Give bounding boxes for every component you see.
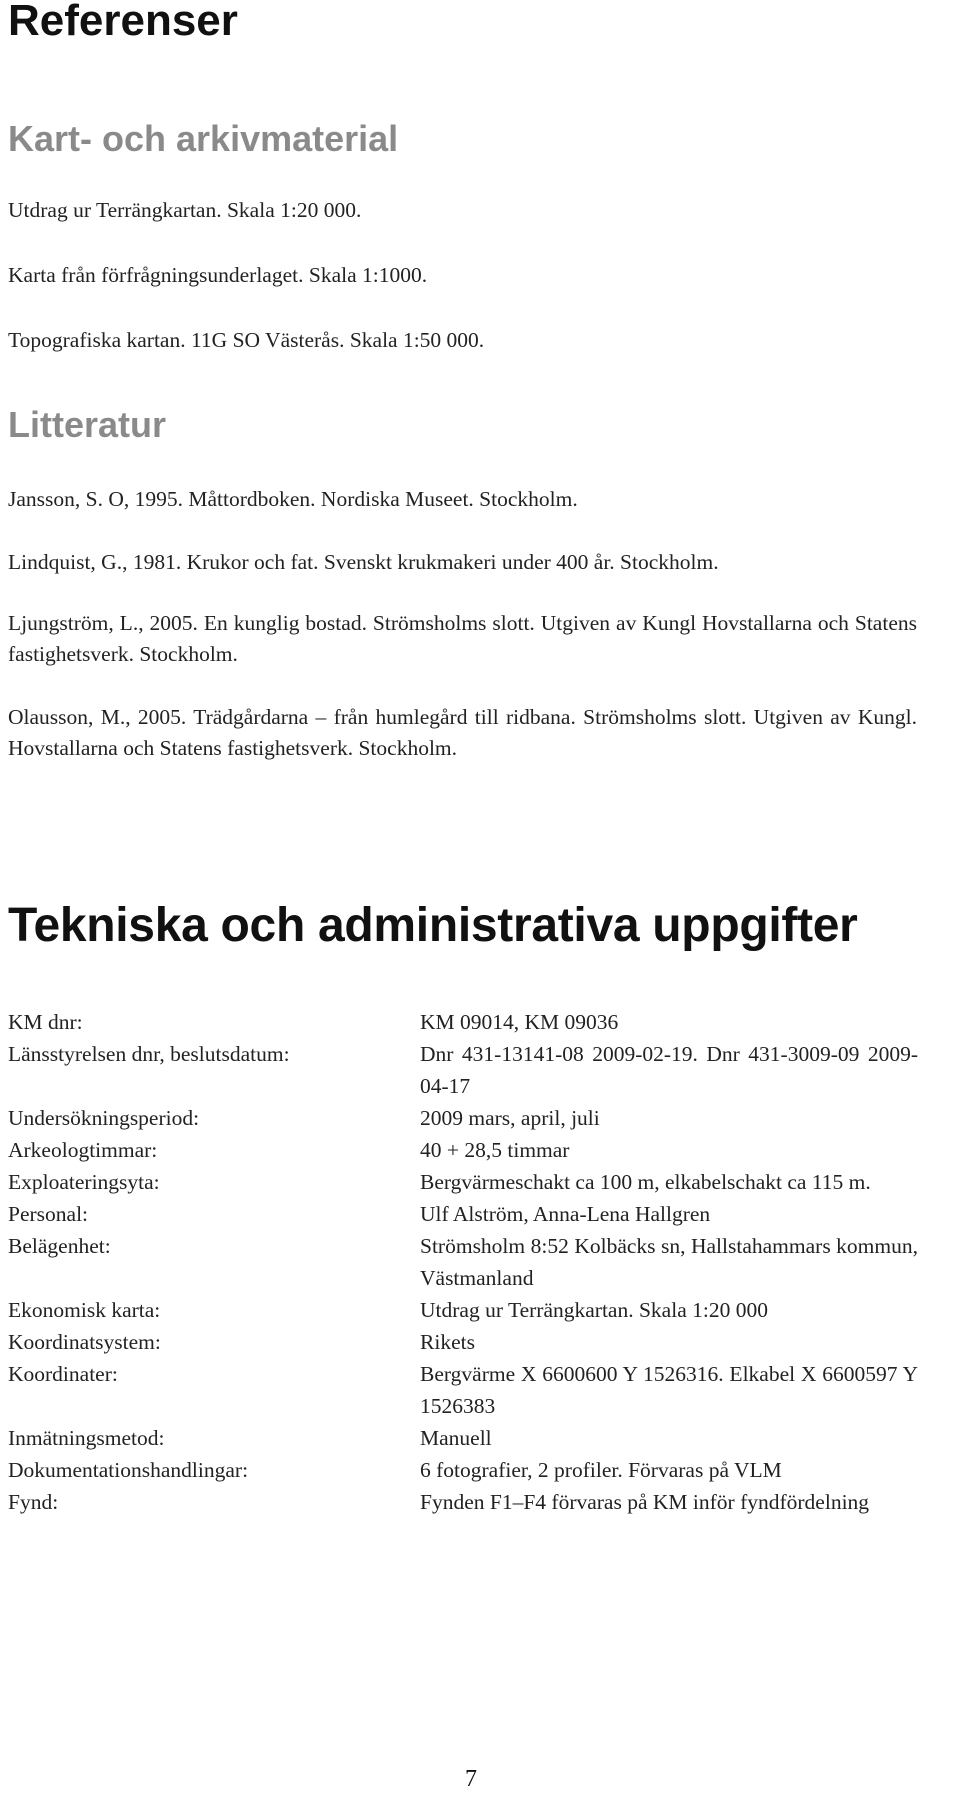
info-label: Koordinatsystem:: [8, 1330, 161, 1354]
info-value: Dnr 431-13141-08 2009-02-19. Dnr 431-3009-09 2009-04-17: [420, 1042, 918, 1098]
map-reference-item: Utdrag ur Terrängkartan. Skala 1:20 000.: [8, 198, 362, 222]
maps-heading: Kart- och arkivmaterial: [8, 118, 399, 159]
info-row: [8, 1166, 918, 1198]
admin-heading: Tekniska och administrativa uppgifter: [8, 899, 858, 952]
info-row: [8, 1358, 918, 1422]
info-value: KM 09014, KM 09036: [420, 1010, 619, 1034]
info-row: [8, 1486, 918, 1518]
map-reference-item: Karta från förfrågningsunderlaget. Skala 1:1000.: [8, 263, 428, 287]
info-value: Strömsholm 8:52 Kolbäcks sn, Hallstahammars kommun, Västmanland: [420, 1234, 918, 1290]
info-row: [8, 1230, 918, 1294]
info-value: Ulf Alström, Anna-Lena Hallgren: [420, 1202, 711, 1226]
info-row: [8, 1102, 918, 1134]
info-label: Koordinater:: [8, 1362, 118, 1386]
info-label: Belägenhet:: [8, 1234, 111, 1258]
info-label: Exploateringsyta:: [8, 1170, 160, 1194]
info-label: Ekonomisk karta:: [8, 1298, 161, 1322]
info-row: [8, 1422, 918, 1454]
info-value: Bergvärmeschakt ca 100 m, elkabelschakt ca 115 m.: [420, 1170, 871, 1194]
info-row: [8, 1326, 918, 1358]
info-label: Personal:: [8, 1202, 89, 1226]
info-label: Länsstyrelsen dnr, beslutsdatum:: [8, 1042, 290, 1066]
info-label: Inmätningsmetod:: [8, 1426, 165, 1450]
info-label: Dokumentationshandlingar:: [8, 1458, 249, 1482]
info-value: 2009 mars, april, juli: [420, 1106, 600, 1130]
literature-item: Jansson, S. O, 1995. Måttordboken. Nordiska Museet. Stockholm.: [8, 487, 578, 511]
literature-item: Olausson, M., 2005. Trädgårdarna – från humlegård till ridbana. Strömsholms slott. Utgiven av Kungl. Hovstallarna och Statens fastighetsverk. Stockholm.: [8, 705, 917, 760]
literature-item: Ljungström, L., 2005. En kunglig bostad. Strömsholms slott. Utgiven av Kungl Hovstallarna och Statens fastighetsverk. Stockholm.: [8, 611, 917, 666]
info-value: Utdrag ur Terrängkartan. Skala 1:20 000: [420, 1298, 768, 1322]
info-label: Undersökningsperiod:: [8, 1106, 200, 1130]
info-value: Manuell: [420, 1426, 492, 1450]
info-value: 40 + 28,5 timmar: [420, 1138, 570, 1162]
info-label: KM dnr:: [8, 1010, 83, 1034]
page-title: Referenser: [8, 0, 238, 45]
info-row: [8, 1038, 918, 1102]
info-value: Fynden F1–F4 förvaras på KM inför fyndfördelning: [420, 1490, 870, 1514]
info-row: [8, 1454, 918, 1486]
literature-heading: Litteratur: [8, 404, 167, 445]
info-row: [8, 1198, 918, 1230]
admin-info-table: [8, 1006, 918, 1518]
info-value: 6 fotografier, 2 profiler. Förvaras på VLM: [420, 1458, 782, 1482]
info-row: [8, 1294, 918, 1326]
info-label: Arkeologtimmar:: [8, 1138, 158, 1162]
info-value: Bergvärme X 6600600 Y 1526316. Elkabel X 6600597 Y 1526383: [420, 1362, 918, 1418]
info-row: [8, 1006, 918, 1038]
info-value: Rikets: [420, 1330, 475, 1354]
info-row: [8, 1134, 918, 1166]
map-reference-item: Topografiska kartan. 11G SO Västerås. Skala 1:50 000.: [8, 328, 485, 352]
info-label: Fynd:: [8, 1490, 59, 1514]
literature-item: Lindquist, G., 1981. Krukor och fat. Svenskt krukmakeri under 400 år. Stockholm.: [8, 550, 719, 574]
page-number: 7: [465, 1766, 477, 1792]
